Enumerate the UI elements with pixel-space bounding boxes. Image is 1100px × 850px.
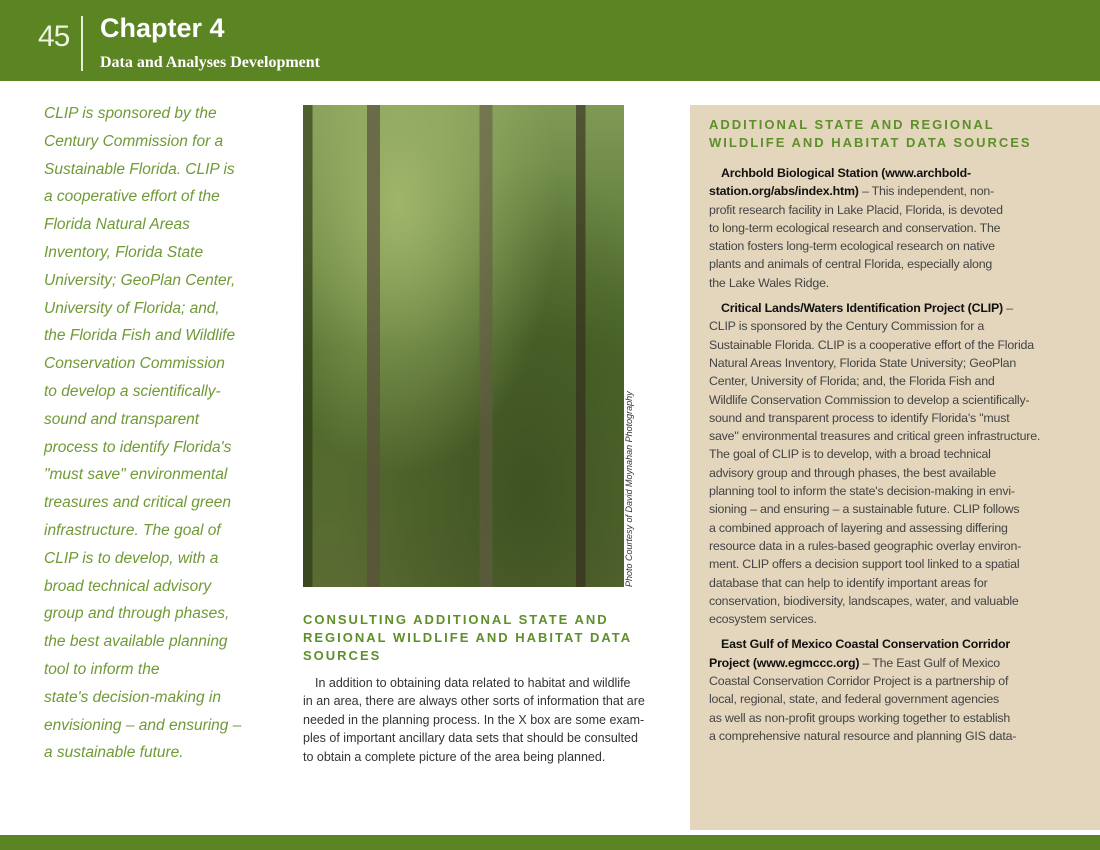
entry-line: station fosters long-term ecological research on native	[709, 239, 995, 254]
section-body	[303, 674, 678, 766]
quote-line: a cooperative effort of the	[44, 188, 220, 206]
entry-line: database that can help to identify important areas for	[709, 575, 988, 590]
entry-text: – The East Gulf of Mexico	[859, 655, 1000, 670]
entry-title: Archbold Biological Station (www.archbold-	[721, 166, 971, 180]
quote-line: sound and transparent	[44, 410, 200, 428]
quote-line: treasures and critical green	[44, 494, 231, 512]
body-line: to obtain a complete picture of the area being planned.	[303, 749, 606, 764]
quote-line: "must save" environmental	[44, 466, 228, 484]
entry-line: profit research facility in Lake Placid, Florida, is devoted	[709, 202, 1003, 217]
entry-line: as well as non-profit groups working together to establish	[709, 710, 1011, 725]
entry-line: to long-term ecological research and conservation. The	[709, 220, 1001, 235]
quote-line: University; GeoPlan Center,	[44, 271, 236, 289]
entry-line: Coastal Conservation Corridor Project is a partnership of	[709, 674, 1009, 689]
entry-line: Sustainable Florida. CLIP is a cooperative effort of the Florida	[709, 337, 1034, 352]
quote-line: Conservation Commission	[44, 355, 225, 373]
entry-line: CLIP is sponsored by the Century Commission for a	[709, 319, 985, 334]
entry-line: local, regional, state, and federal government agencies	[709, 692, 1000, 707]
footer-bar	[0, 835, 1100, 850]
box-entry	[709, 635, 1097, 745]
entry-line: a combined approach of layering and assessing differing	[709, 520, 1008, 535]
quote-line: process to identify Florida's	[44, 438, 232, 456]
photo-credit: Photo Courtesy of David Moynahan Photography	[624, 391, 634, 587]
box-body	[709, 164, 1097, 752]
heading-line: REGIONAL WILDLIFE AND HABITAT DATA	[303, 630, 633, 645]
quote-line: envisioning – and ensuring –	[44, 716, 242, 734]
entry-line: ecosystem services.	[709, 612, 817, 627]
body-line: ples of important ancillary data sets that should be consulted	[303, 731, 638, 746]
quote-line: a sustainable future.	[44, 744, 184, 762]
entry-line: the Lake Wales Ridge.	[709, 275, 830, 290]
quote-line: infrastructure. The goal of	[44, 521, 221, 539]
entry-line: The goal of CLIP is to develop, with a broad technical	[709, 447, 991, 462]
quote-line: the Florida Fish and Wildlife	[44, 327, 236, 345]
chapter-header	[0, 0, 1100, 81]
quote-line: University of Florida; and,	[44, 299, 220, 317]
entry-line: save" environmental treasures and critical green infrastructure.	[709, 429, 1041, 444]
heading-line: WILDLIFE AND HABITAT DATA SOURCES	[709, 135, 1032, 150]
chapter-subtitle: Data and Analyses Development	[100, 54, 321, 71]
quote-line: the best available planning	[44, 633, 228, 651]
quote-line: state's decision-making in	[44, 688, 221, 706]
entry-line: plants and animals of central Florida, especially along	[709, 257, 993, 272]
quote-line: group and through phases,	[44, 605, 230, 623]
quote-line: CLIP is to develop, with a	[44, 549, 219, 567]
sidebar-quote	[44, 100, 294, 767]
section-heading	[303, 611, 678, 665]
quote-line: Inventory, Florida State	[44, 243, 204, 261]
body-line: needed in the planning process. In the X box are some exam-	[303, 712, 645, 727]
entry-text: – This independent, non-	[858, 184, 995, 199]
box-entry	[709, 164, 1097, 292]
box-entry	[709, 299, 1097, 628]
entry-line: a comprehensive natural resource and planning GIS data-	[709, 728, 1017, 743]
entry-line: ment. CLIP offers a decision support tool linked to a spatial	[709, 557, 1020, 572]
entry-text: –	[1002, 301, 1013, 316]
entry-line: Wildlife Conservation Commission to develop a scientifically-	[709, 392, 1030, 407]
quote-line: tool to inform the	[44, 660, 160, 678]
entry-line: advisory group and through phases, the best available	[709, 465, 996, 480]
quote-line: Century Commission for a	[44, 132, 224, 150]
entry-line: sioning – and ensuring – a sustainable future. CLIP follows	[709, 502, 1020, 517]
chapter-title: Chapter 4	[100, 13, 225, 43]
page-number: 45	[38, 20, 70, 53]
entry-line: Center, University of Florida; and, the Florida Fish and	[709, 374, 995, 389]
box-heading	[709, 116, 1032, 152]
heading-line: SOURCES	[303, 648, 382, 663]
quote-line: to develop a scientifically-	[44, 382, 221, 400]
heading-line: ADDITIONAL STATE AND REGIONAL	[709, 117, 995, 132]
header-divider	[81, 16, 83, 71]
quote-line: CLIP is sponsored by the	[44, 105, 217, 122]
heading-line: CONSULTING ADDITIONAL STATE AND	[303, 612, 609, 627]
entry-line: resource data in a rules-based geographic overlay environ-	[709, 538, 1022, 553]
quote-line: Sustainable Florida. CLIP is	[44, 160, 235, 178]
entry-line: sound and transparent process to identify Florida's "must	[709, 410, 1010, 425]
entry-title: Project (www.egmccc.org)	[709, 655, 860, 670]
quote-line: Florida Natural Areas	[44, 216, 190, 234]
entry-title: East Gulf of Mexico Coastal Conservation Corridor	[721, 637, 1011, 652]
quote-line: broad technical advisory	[44, 577, 212, 595]
entry-line: Natural Areas Inventory, Florida State University; GeoPlan	[709, 355, 1017, 370]
forest-photo	[303, 105, 624, 587]
entry-title: Critical Lands/Waters Identification Project (CLIP)	[721, 301, 1003, 316]
body-line: in an area, there are always other sorts of information that are	[303, 694, 645, 709]
entry-line: conservation, biodiversity, landscapes, water, and valuable	[709, 593, 1019, 608]
entry-title: station.org/abs/index.htm)	[709, 184, 859, 199]
body-line: In addition to obtaining data related to habitat and wildlife	[315, 676, 631, 690]
entry-line: planning tool to inform the state's decision-making in envi-	[709, 484, 1015, 499]
